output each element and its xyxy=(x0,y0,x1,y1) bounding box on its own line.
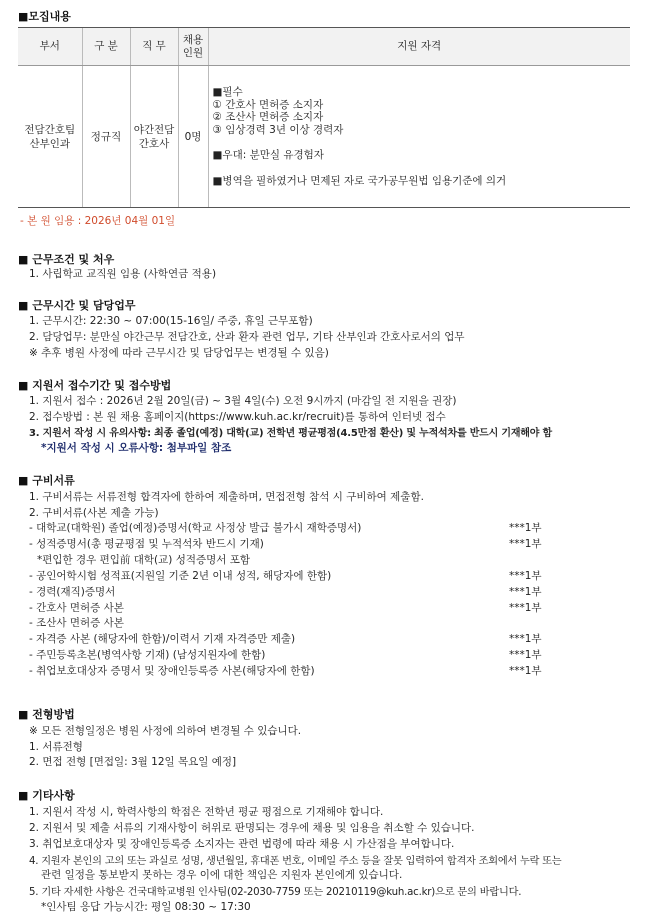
document-item-qty: ***1부 xyxy=(509,570,542,582)
selection-line-2: 1. 서류전형 xyxy=(29,741,83,753)
selection-line-3: 2. 면접 전형 [면접일: 3월 12일 목요일 예정] xyxy=(29,756,237,768)
document-item-label: - 공인어학시험 성적표(지원일 기준 2년 이내 성적, 해당자에 한함) xyxy=(29,570,332,582)
etc-line-1: 1. 지원서 작성 시, 학력사항의 학점은 전학년 평균 평점으로 기재해야 합니다. xyxy=(29,806,384,818)
document-item-label: - 자격증 사본 (해당자에 한함)/이력서 기재 자격증만 제출) xyxy=(29,633,296,645)
apply-line-2: 2. 접수방법 : 본 원 채용 홈페이지(https://www.kuh.ac.kr/recruit)를 통하여 인터넷 접수 xyxy=(29,411,446,423)
section-title-apply: ■ 지원서 접수기간 및 접수방법 xyxy=(18,379,172,392)
qual-required-title: ■필수 xyxy=(212,86,243,98)
document-item-qty: ***1부 xyxy=(509,538,542,550)
qual-required-1: ① 간호사 면허증 소지자 xyxy=(212,98,324,111)
document-item-label: - 대학교(대학원) 졸업(예정)증명서(학교 사정상 발급 불가시 재학증명서) xyxy=(29,522,362,534)
document-item-label: - 취업보호대상자 증명서 및 장애인등록증 사본(해당자에 한함) xyxy=(29,665,315,677)
cell-qualification xyxy=(208,66,630,208)
section-title-conditions: ■ 근무조건 및 처우 xyxy=(18,253,115,266)
document-item-label: - 조산사 면허증 사본 xyxy=(29,617,124,629)
appointment-date-note: - 본 원 임용 : 2026년 04월 01일 xyxy=(20,215,176,227)
document-item-qty: ***1부 xyxy=(509,602,542,614)
apply-line-1: 1. 지원서 접수 : 2026년 2월 20일(금) ~ 3월 4일(수) 오전 9시까지 (마감일 전 지원을 권장) xyxy=(29,395,457,407)
header-duty: 직 무 xyxy=(130,28,178,66)
etc-line-4: 4. 지원자 본인의 고의 또는 과실로 성명, 생년월일, 휴대폰 번호, 이메일 주소 등을 잘못 입력하여 합격자 조회에서 누락 또는 xyxy=(29,856,562,867)
recruit-table xyxy=(18,27,630,208)
hours-line-3: ※ 추후 병원 사정에 따라 근무시간 및 담당업무는 변경될 수 있음) xyxy=(29,347,329,359)
header-count: 채용 인원 xyxy=(178,28,208,66)
section-title-documents: ■ 구비서류 xyxy=(18,474,75,487)
conditions-line-1: 1. 사립학교 교직원 임용 (사학연금 적용) xyxy=(29,268,217,280)
hours-line-2: 2. 담당업무: 분만실 야간근무 전담간호, 산과 환자 관련 업무, 기타 산부인과 간호사로서의 업무 xyxy=(29,331,465,343)
apply-error-note: *지원서 작성 시 오류사항: 첨부파일 참조 xyxy=(41,442,232,454)
section-title-hours: ■ 근무시간 및 담당업무 xyxy=(18,299,136,312)
etc-line-3: 3. 취업보호대상자 및 장애인등록증 소지자는 관련 법령에 따라 채용 시 가산점을 부여합니다. xyxy=(29,838,455,850)
header-qualification: 지원 자격 xyxy=(208,28,630,66)
header-dept: 부서 xyxy=(18,28,82,66)
cell-duty: 야간전담 간호사 xyxy=(130,66,178,208)
document-item-qty: ***1부 xyxy=(509,586,542,598)
document-item-label: - 성적증명서(총 평균평점 및 누적석차 반드시 기재) xyxy=(29,538,264,550)
document-item-qty: ***1부 xyxy=(509,649,542,661)
selection-line-1: ※ 모든 전형일정은 병원 사정에 의하여 변경될 수 있습니다. xyxy=(29,725,302,737)
apply-line-3: 3. 지원서 작성 시 유의사항: 최종 졸업(예정) 대학(교) 전학년 평균평점(4.5만점 환산) 및 누적석차를 반드시 기재해야 함 xyxy=(29,428,552,439)
document-item-qty: ***1부 xyxy=(509,665,542,677)
documents-intro-1: 1. 구비서류는 서류전형 합격자에 한하여 제출하며, 면접전형 참석 시 구비하여 제출함. xyxy=(29,491,424,503)
section-title-etc: ■ 기타사항 xyxy=(18,789,75,802)
etc-line-5: 5. 기타 자세한 사항은 건국대학교병원 인사팀(02-2030-7759 또는 20210119@kuh.ac.kr)으로 문의 바랍니다. xyxy=(29,887,522,898)
documents-intro-2: 2. 구비서류(사본 제출 가능) xyxy=(29,507,159,519)
cell-dept: 전담간호팀 산부인과 xyxy=(18,66,82,208)
cell-count: 0명 xyxy=(178,66,208,208)
document-item-qty: ***1부 xyxy=(509,522,542,534)
qual-preferred: ■우대: 분만실 유경험자 xyxy=(212,149,324,161)
qual-required-2: ② 조산사 면허증 소지자 xyxy=(212,111,324,123)
section-title-recruit: ■모집내용 xyxy=(18,10,71,23)
document-item-label: - 간호사 면허증 사본 xyxy=(29,602,124,614)
qual-military: ■병역을 필하였거나 면제된 자로 국가공무원법 임용기준에 의거 xyxy=(212,174,507,187)
document-item-note: *편입한 경우 편입前 대학(교) 성적증명서 포함 xyxy=(37,554,251,566)
qual-required-3: ③ 임상경력 3년 이상 경력자 xyxy=(212,123,344,136)
document-item-label: - 주민등록초본(병역사항 기재) (남성지원자에 한함) xyxy=(29,649,266,661)
section-title-selection: ■ 전형방법 xyxy=(18,708,75,721)
etc-line-2: 2. 지원서 및 제출 서류의 기재사항이 허위로 판명되는 경우에 채용 및 임용을 취소할 수 있습니다. xyxy=(29,822,475,834)
document-item-qty: ***1부 xyxy=(509,633,542,645)
cell-type: 정규직 xyxy=(82,66,130,208)
document-item-label: - 경력(재직)증명서 xyxy=(29,586,116,598)
hours-line-1: 1. 근무시간: 22:30 ~ 07:00(15-16일/ 주중, 휴일 근무포함) xyxy=(29,315,313,327)
header-type: 구 분 xyxy=(82,28,130,66)
etc-line-4-cont: 관련 일정을 통보받지 못하는 경우 이에 대한 책임은 지원자 본인에게 있습니다. xyxy=(41,869,403,881)
etc-hr-hours: *인사팀 응답 가능시간: 평일 08:30 ~ 17:30 xyxy=(41,901,251,913)
